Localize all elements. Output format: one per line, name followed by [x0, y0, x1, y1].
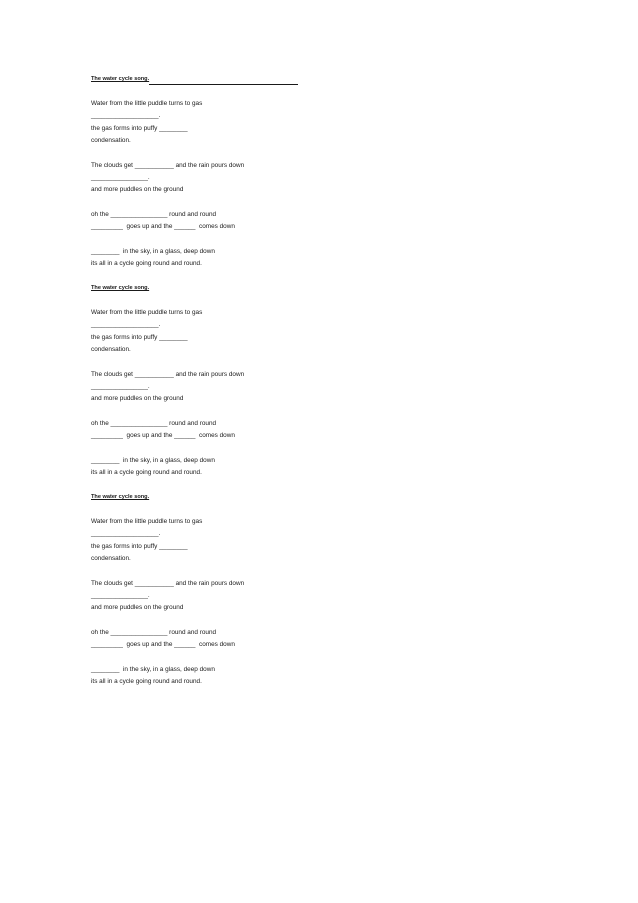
lyric-line: oh the ________________ round and round: [91, 629, 217, 636]
lyric-line: _________ goes up and the ______ comes down: [91, 432, 235, 439]
lyric-line: condensation.: [91, 346, 131, 353]
song-title: The water cycle song.: [91, 285, 150, 291]
title-underline-rule: [149, 84, 298, 85]
lyric-line: and more puddles on the ground: [91, 395, 184, 402]
lyric-line: ________________.: [91, 174, 150, 181]
lyric-line: ________ in the sky, in a glass, deep down: [91, 666, 215, 673]
lyric-line: its all in a cycle going round and round.: [91, 678, 202, 685]
lyric-line: oh the ________________ round and round: [91, 211, 217, 218]
lyric-line: ___________________.: [91, 321, 161, 328]
lyric-line: the gas forms into puffy ________: [91, 334, 188, 341]
lyric-line: condensation.: [91, 137, 131, 144]
lyric-line: condensation.: [91, 555, 131, 562]
song-title: The water cycle song.: [91, 494, 150, 500]
lyric-line: Water from the little puddle turns to gas: [91, 100, 203, 107]
lyric-line: the gas forms into puffy ________: [91, 125, 188, 132]
lyric-line: its all in a cycle going round and round.: [91, 260, 202, 267]
lyric-line: Water from the little puddle turns to gas: [91, 309, 203, 316]
lyric-line: _________ goes up and the ______ comes down: [91, 641, 235, 648]
lyric-line: oh the ________________ round and round: [91, 420, 217, 427]
lyric-line: ________________.: [91, 383, 150, 390]
lyric-line: The clouds get ___________ and the rain pours down: [91, 371, 245, 378]
lyric-line: the gas forms into puffy ________: [91, 543, 188, 550]
lyric-line: ________ in the sky, in a glass, deep down: [91, 248, 215, 255]
song-title: The water cycle song.: [91, 76, 150, 82]
lyric-line: ___________________.: [91, 112, 161, 119]
lyric-line: The clouds get ___________ and the rain pours down: [91, 580, 245, 587]
lyric-line: The clouds get ___________ and the rain pours down: [91, 162, 245, 169]
lyric-line: its all in a cycle going round and round.: [91, 469, 202, 476]
lyric-line: ________ in the sky, in a glass, deep down: [91, 457, 215, 464]
lyric-line: ___________________.: [91, 530, 161, 537]
lyric-line: _________ goes up and the ______ comes down: [91, 223, 235, 230]
lyric-line: ________________.: [91, 592, 150, 599]
lyric-line: Water from the little puddle turns to gas: [91, 518, 203, 525]
lyric-line: and more puddles on the ground: [91, 604, 184, 611]
lyric-line: and more puddles on the ground: [91, 186, 184, 193]
